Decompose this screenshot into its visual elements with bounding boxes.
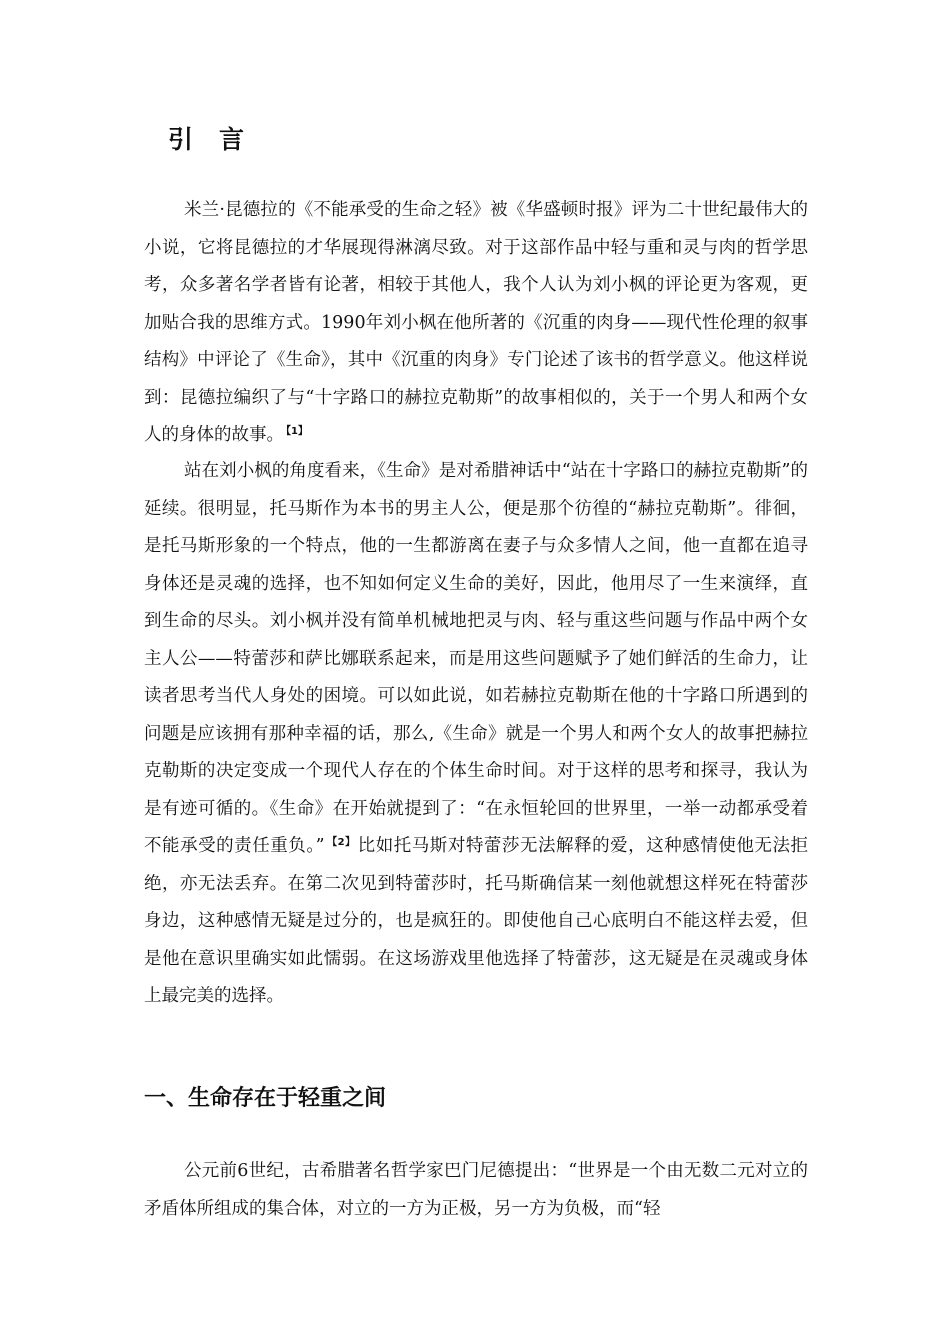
paragraph-3-text: 公元前6世纪，古希腊著名哲学家巴门尼德提出：“世界是一个由无数二元对立的矛盾体所组成的集合体，对立的一方为正极，另一方为负极，而“轻 xyxy=(144,1161,808,1219)
paragraph-3 xyxy=(144,1153,808,1228)
page-title xyxy=(168,120,246,156)
title-char-2: 言 xyxy=(219,125,247,154)
paragraph-2-text-b: 比如托马斯对特蕾莎无法解释的爱，这种感情使他无法拒绝，亦无法丢弃。在第二次见到特蕾莎时，托马斯确信某一刻他就想这样死在特蕾莎身边，这种感情无疑是过分的，也是疯狂的。即使他自己心底明白不能这样去爱，但是他在意识里确实如此懦弱。在这场游戏里他选择了特蕾莎，这无疑是在灵魂或身体上最完美的选择。 xyxy=(144,836,808,1006)
paragraph-2 xyxy=(144,453,808,1016)
footnote-ref-2: 【2】 xyxy=(326,837,356,848)
title-char-1: 引 xyxy=(168,125,196,154)
footnote-ref-1: 【1】 xyxy=(286,426,308,437)
paragraph-1-text: 米兰·昆德拉的《不能承受的生命之轻》被《华盛顿时报》评为二十世纪最伟大的小说，它将昆德拉的才华展现得淋漓尽致。对于这部作品中轻与重和灵与肉的哲学思考，众多著名学者皆有论著，相较于其他人，我个人认为刘小枫的评论更为客观，更加贴合我的思维方式。1990年刘小枫在他所著的《沉重的肉身——现代性伦理的叙事结构》中评论了《生命》，其中《沉重的肉身》专门论述了该书的哲学意义。他这样说到：昆德拉编织了与“十字路口的赫拉克勒斯”的故事相似的，关于一个男人和两个女人的身体的故事。 xyxy=(144,200,808,445)
paragraph-1 xyxy=(144,192,808,455)
paragraph-2-text-a: 站在刘小枫的角度看来，《生命》是对希腊神话中“站在十字路口的赫拉克勒斯”的延续。很明显，托马斯作为本书的男主人公，便是那个彷徨的“赫拉克勒斯”。徘徊，是托马斯形象的一个特点，他的一生都游离在妻子与众多情人之间，他一直都在追寻身体还是灵魂的选择，也不知如何定义生命的美好，因此，他用尽了一生来演绎，直到生命的尽头。刘小枫并没有简单机械地把灵与肉、轻与重这些问题与作品中两个女主人公——特蕾莎和萨比娜联系起来，而是用这些问题赋予了她们鲜活的生命力，让读者思考当代人身处的困境。可以如此说，如若赫拉克勒斯在他的十字路口所遇到的问题是应该拥有那种幸福的话，那么,《生命》就是一个男人和两个女人的故事把赫拉克勒斯的决定变成一个现代人存在的个体生命时间。对于这样的思考和探寻，我认为是有迹可循的。《生命》在开始就提到了：“在永恒轮回的世界里，一举一动都承受着不能承受的责任重负。” xyxy=(144,461,808,856)
section-heading-1: 一、生命存在于轻重之间 xyxy=(144,1086,387,1111)
